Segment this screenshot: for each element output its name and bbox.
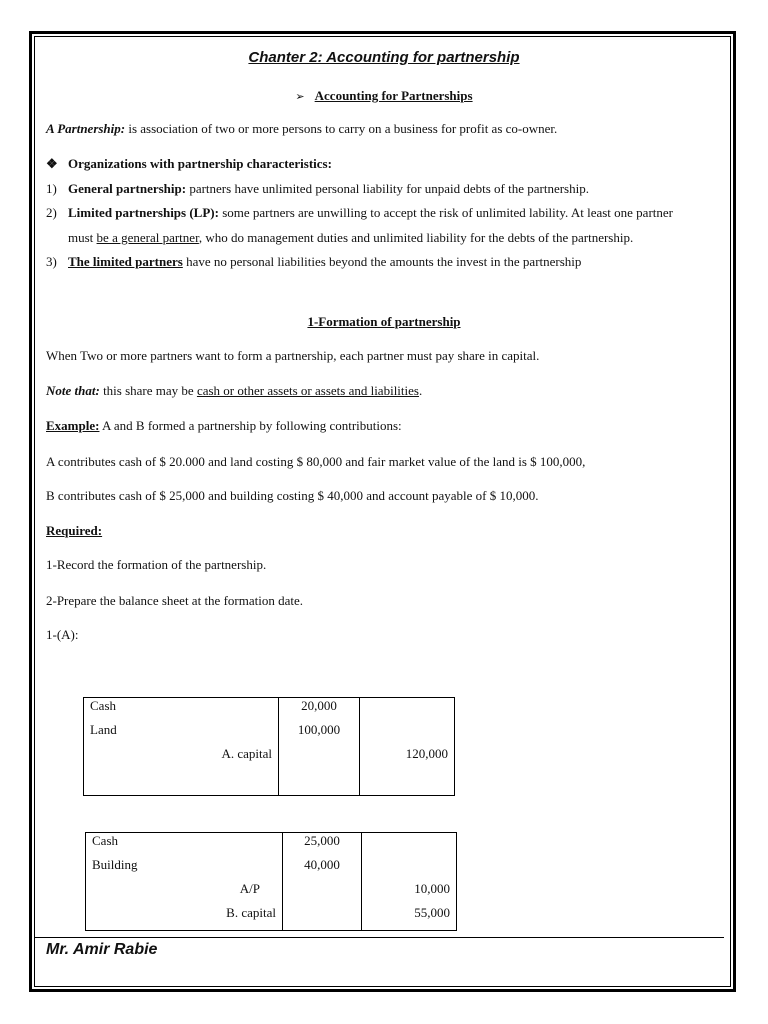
- list-item-text: partners have unlimited personal liability for unpaid debts of the partnership.: [186, 181, 589, 196]
- required-label: Required:: [46, 523, 103, 538]
- example-label: Example:: [46, 418, 100, 433]
- footer-author: Mr. Amir Rabie: [46, 941, 158, 958]
- contribution-b: B contributes cash of $ 25,000 and building costing $ 40,000 and account payable of $ 10,000.: [46, 488, 539, 503]
- table-cell: 120,000: [405, 746, 448, 761]
- list-item: 2) Limited partnerships (LP): some partners are unwilling to accept the risk of unlimited lability. At least one partner: [46, 205, 673, 220]
- organizations-heading-text: Organizations with partnership characteristics:: [68, 156, 332, 171]
- table-cell: A. capital: [221, 746, 272, 761]
- diamond-bullet-icon: ❖: [46, 156, 58, 171]
- table-cell: 40,000: [304, 857, 340, 872]
- example-line: Example: A and B formed a partnership by following contributions:: [46, 418, 402, 433]
- page-title: Chanter 2: Accounting for partnership: [248, 49, 520, 66]
- table-cell: [360, 698, 454, 722]
- list-item: 3) The limited partners have no personal liabilities beyond the amounts the invest in the partnership: [46, 254, 582, 269]
- section-subtitle: [0, 88, 768, 104]
- list-item-text: have no personal liabilities beyond the amounts the invest in the partnership: [182, 254, 582, 269]
- definition-text: is association of two or more persons to carry on a business for profit as co-owner.: [125, 121, 558, 136]
- table-cell: 10,000: [414, 881, 450, 896]
- table-cell: [283, 905, 361, 929]
- contribution-a: A contributes cash of $ 20.000 and land costing $ 80,000 and fair market value of the land is $ 100,000,: [46, 454, 586, 469]
- table-cell: A/P: [239, 881, 260, 896]
- credit-column: [362, 833, 457, 931]
- note-label: Note that:: [46, 383, 100, 398]
- account-column: [84, 698, 279, 796]
- credit-column: [360, 698, 455, 796]
- table-cell: [362, 857, 456, 881]
- footer-divider: [35, 937, 724, 938]
- part-label: 1-(A):: [46, 627, 79, 642]
- table-cell: Land: [90, 722, 117, 737]
- list-item-term: The limited partners: [68, 254, 183, 269]
- table-cell: [279, 746, 359, 770]
- debit-column: [283, 833, 362, 931]
- table-cell: Cash: [90, 698, 116, 713]
- subtitle-label: Accounting for Partnerships: [314, 88, 473, 103]
- formation-intro: When Two or more partners want to form a partnership, each partner must pay share in capital.: [46, 348, 540, 363]
- table-cell: 20,000: [301, 698, 337, 713]
- requirement-1: 1-Record the formation of the partnership.: [46, 557, 267, 572]
- table-cell: 100,000: [297, 722, 341, 737]
- definition-term: A Partnership:: [46, 121, 126, 136]
- list-item: 1) General partnership: partners have unlimited personal liability for unpaid debts of the partnership.: [46, 181, 589, 196]
- table-cell: 55,000: [414, 905, 450, 920]
- table-cell: Cash: [92, 833, 118, 848]
- table-cell: [360, 722, 454, 746]
- table-cell: B. capital: [226, 905, 276, 920]
- arrow-bullet-icon: ➢: [295, 91, 305, 103]
- list-item-continuation: must be a general partner, who do management duties and unlimited liability for the debts of the partnership.: [68, 230, 634, 245]
- table-cell: Building: [92, 857, 138, 872]
- table-cell: 25,000: [304, 833, 340, 848]
- journal-entry-a: [83, 697, 455, 796]
- list-item-term: General partnership:: [68, 181, 187, 196]
- requirement-2: 2-Prepare the balance sheet at the formation date.: [46, 593, 303, 608]
- organizations-heading: [46, 156, 332, 172]
- list-item-text: some partners are unwilling to accept the risk of unlimited lability. At least one partner: [218, 205, 673, 220]
- table-cell: [283, 881, 361, 905]
- table-cell: [362, 833, 456, 857]
- journal-entry-b: [85, 832, 457, 931]
- definition-line: [46, 121, 557, 137]
- account-column: [86, 833, 283, 931]
- formation-heading: 1-Formation of partnership: [307, 314, 461, 329]
- list-item-term: Limited partnerships (LP):: [68, 205, 219, 220]
- debit-column: [279, 698, 360, 796]
- note-line: Note that: this share may be cash or other assets or assets and liabilities.: [46, 383, 423, 398]
